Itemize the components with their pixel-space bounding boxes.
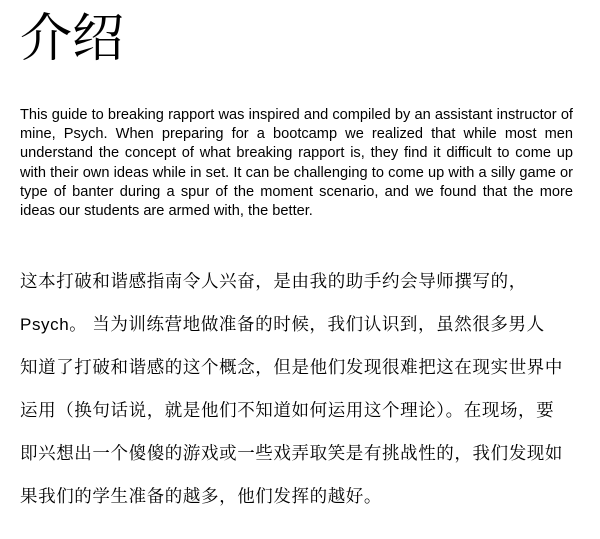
chinese-line: 果我们的学生准备的越多，他们发挥的越好。 [20, 487, 382, 507]
chinese-line: 即兴想出一个傻傻的游戏或一些戏弄取笑是有挑战性的，我们发现如 [20, 444, 563, 464]
english-paragraph: This guide to breaking rapport was inspired and compiled by an assistant instructor of mine, Psych. When preparing for a bootcamp we realized that while most men understand the concept of what breaking rapport is, they find it difficult to come up with their own ideas while in set. It can be challenging to come up with a silly game or type of banter during a spur of the moment scenario, and we found that the more ideas our students are armed with, the better. [20, 107, 573, 220]
chinese-paragraph [20, 266, 580, 524]
page-title: 介绍 [20, 9, 125, 69]
chinese-line: 运用（换句话说，就是他们不知道如何运用这个理论）。在现场，要 [20, 401, 555, 421]
chinese-line: 这本打破和谐感指南令人兴奋，是由我的助手约会导师撰写的， [20, 272, 527, 292]
chinese-line-prefix: Psych。 [20, 315, 93, 334]
chinese-line [20, 309, 580, 352]
chinese-line: 知道了打破和谐感的这个概念，但是他们发现很难把这在现实世界中 [20, 358, 563, 378]
chinese-line-text: 当为训练营地做准备的时候，我们认识到，虽然很多男人 [92, 315, 545, 335]
